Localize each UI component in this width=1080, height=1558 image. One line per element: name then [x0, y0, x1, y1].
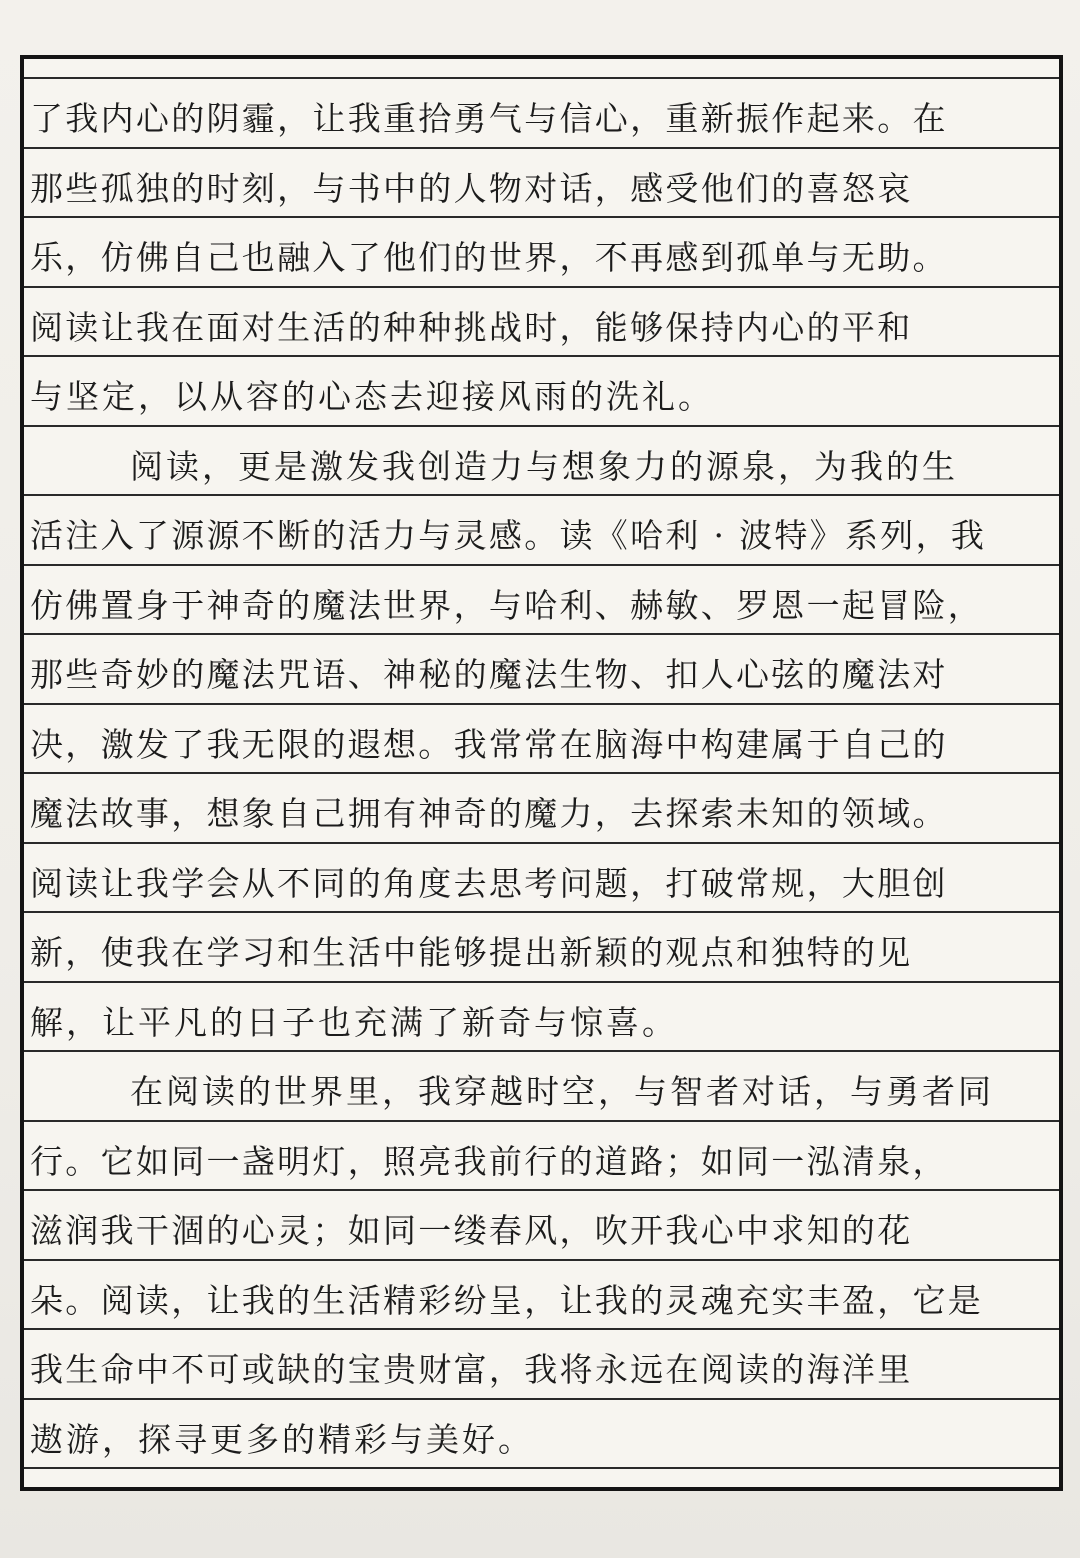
text-line: 与坚定，以从容的心态去迎接风雨的洗礼。: [30, 377, 714, 416]
text-line: 阅读让我在面对生活的种种挑战时，能够保持内心的平和: [30, 308, 913, 347]
text-line: 魔法故事，想象自己拥有神奇的魔力，去探索未知的领域。: [30, 794, 948, 833]
text-line: 活注入了源源不断的活力与灵感。读《哈利 · 波特》系列，我: [30, 516, 987, 555]
text-line: 那些奇妙的魔法咒语、神秘的魔法生物、扣人心弦的魔法对: [30, 655, 948, 694]
text-line: 阅读让我学会从不同的角度去思考问题，打破常规，大胆创: [30, 864, 948, 903]
text-line: 决，激发了我无限的遐想。我常常在脑海中构建属于自己的: [30, 725, 948, 764]
text-line: 那些孤独的时刻，与书中的人物对话，感受他们的喜怒哀: [30, 169, 913, 208]
text-line: 新，使我在学习和生活中能够提出新颖的观点和独特的见: [30, 933, 913, 972]
text-line: 乐，仿佛自己也融入了他们的世界，不再感到孤单与无助。: [30, 238, 948, 277]
paragraph-start: 在阅读的世界里，我穿越时空，与智者对话，与勇者同: [130, 1072, 994, 1111]
text-line: 解，让平凡的日子也充满了新奇与惊喜。: [30, 1003, 678, 1042]
text-line: 仿佛置身于神奇的魔法世界，与哈利、赫敏、罗恩一起冒险，: [30, 586, 984, 625]
text-line: 朵。阅读，让我的生活精彩纷呈，让我的灵魂充实丰盈，它是: [30, 1281, 984, 1320]
ruled-line: [24, 77, 1059, 79]
text-line: 滋润我干涸的心灵；如同一缕春风，吹开我心中求知的花: [30, 1211, 913, 1250]
paragraph-start: 阅读，更是激发我创造力与想象力的源泉，为我的生: [130, 447, 958, 486]
text-line: 我生命中不可或缺的宝贵财富，我将永远在阅读的海洋里: [30, 1350, 913, 1389]
text-line: 行。它如同一盏明灯，照亮我前行的道路；如同一泓清泉，: [30, 1142, 948, 1181]
text-line: 遨游，探寻更多的精彩与美好。: [30, 1420, 534, 1459]
text-line: 了我内心的阴霾，让我重拾勇气与信心，重新振作起来。在: [30, 99, 948, 138]
